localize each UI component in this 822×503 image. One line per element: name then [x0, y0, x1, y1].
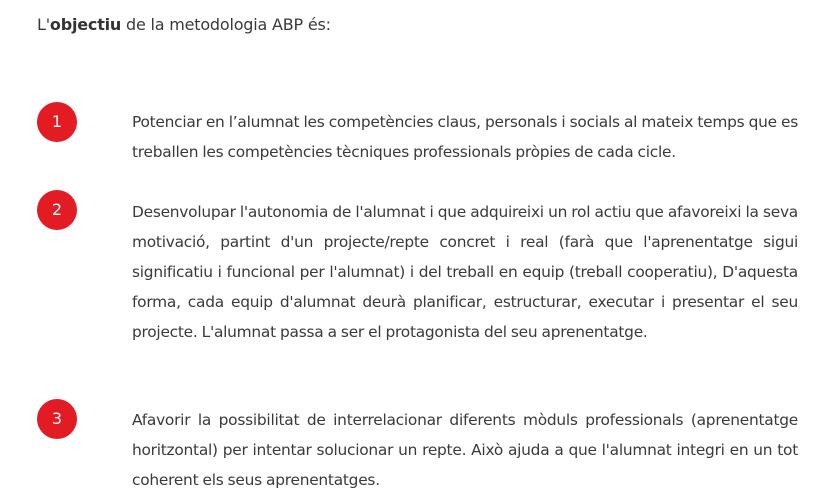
intro-suffix: de la metodologia ABP és: [121, 15, 331, 34]
number-badge: 3 [37, 399, 77, 439]
intro-heading [37, 13, 331, 37]
intro-bold-word: objectiu [49, 15, 122, 34]
number-badge: 1 [37, 102, 77, 142]
number-badge: 2 [37, 190, 77, 230]
intro-prefix: L' [37, 15, 50, 34]
item-text: Afavorir la possibilitat de interrelacionar diferents mòduls professionals (aprenentatge horitzontal) per intentar solucionar un repte. Això ajuda a que l'alumnat integri en un tot coherent els seus aprenentatges. [132, 411, 798, 489]
item-text: Potenciar en l’alumnat les competències claus, personals i socials al mateix temps que es treballen les competències tècniques professionals pròpies de cada cicle. [132, 113, 798, 161]
item-text: Desenvolupar l'autonomia de l'alumnat i que adquireixi un rol actiu que afavoreixi la seva motivació, partint d'un projecte/repte concret i real (farà que l'aprenentatge sigui significatiu i funcional per l'alumnat) i del treball en equip (treball cooperatiu), D'aquesta forma, cada equip d'alumnat deurà planificar, estructurar, executar i presentar el seu projecte. L'alumnat passa a ser el protagonista del seu aprenentatge. [132, 203, 798, 341]
